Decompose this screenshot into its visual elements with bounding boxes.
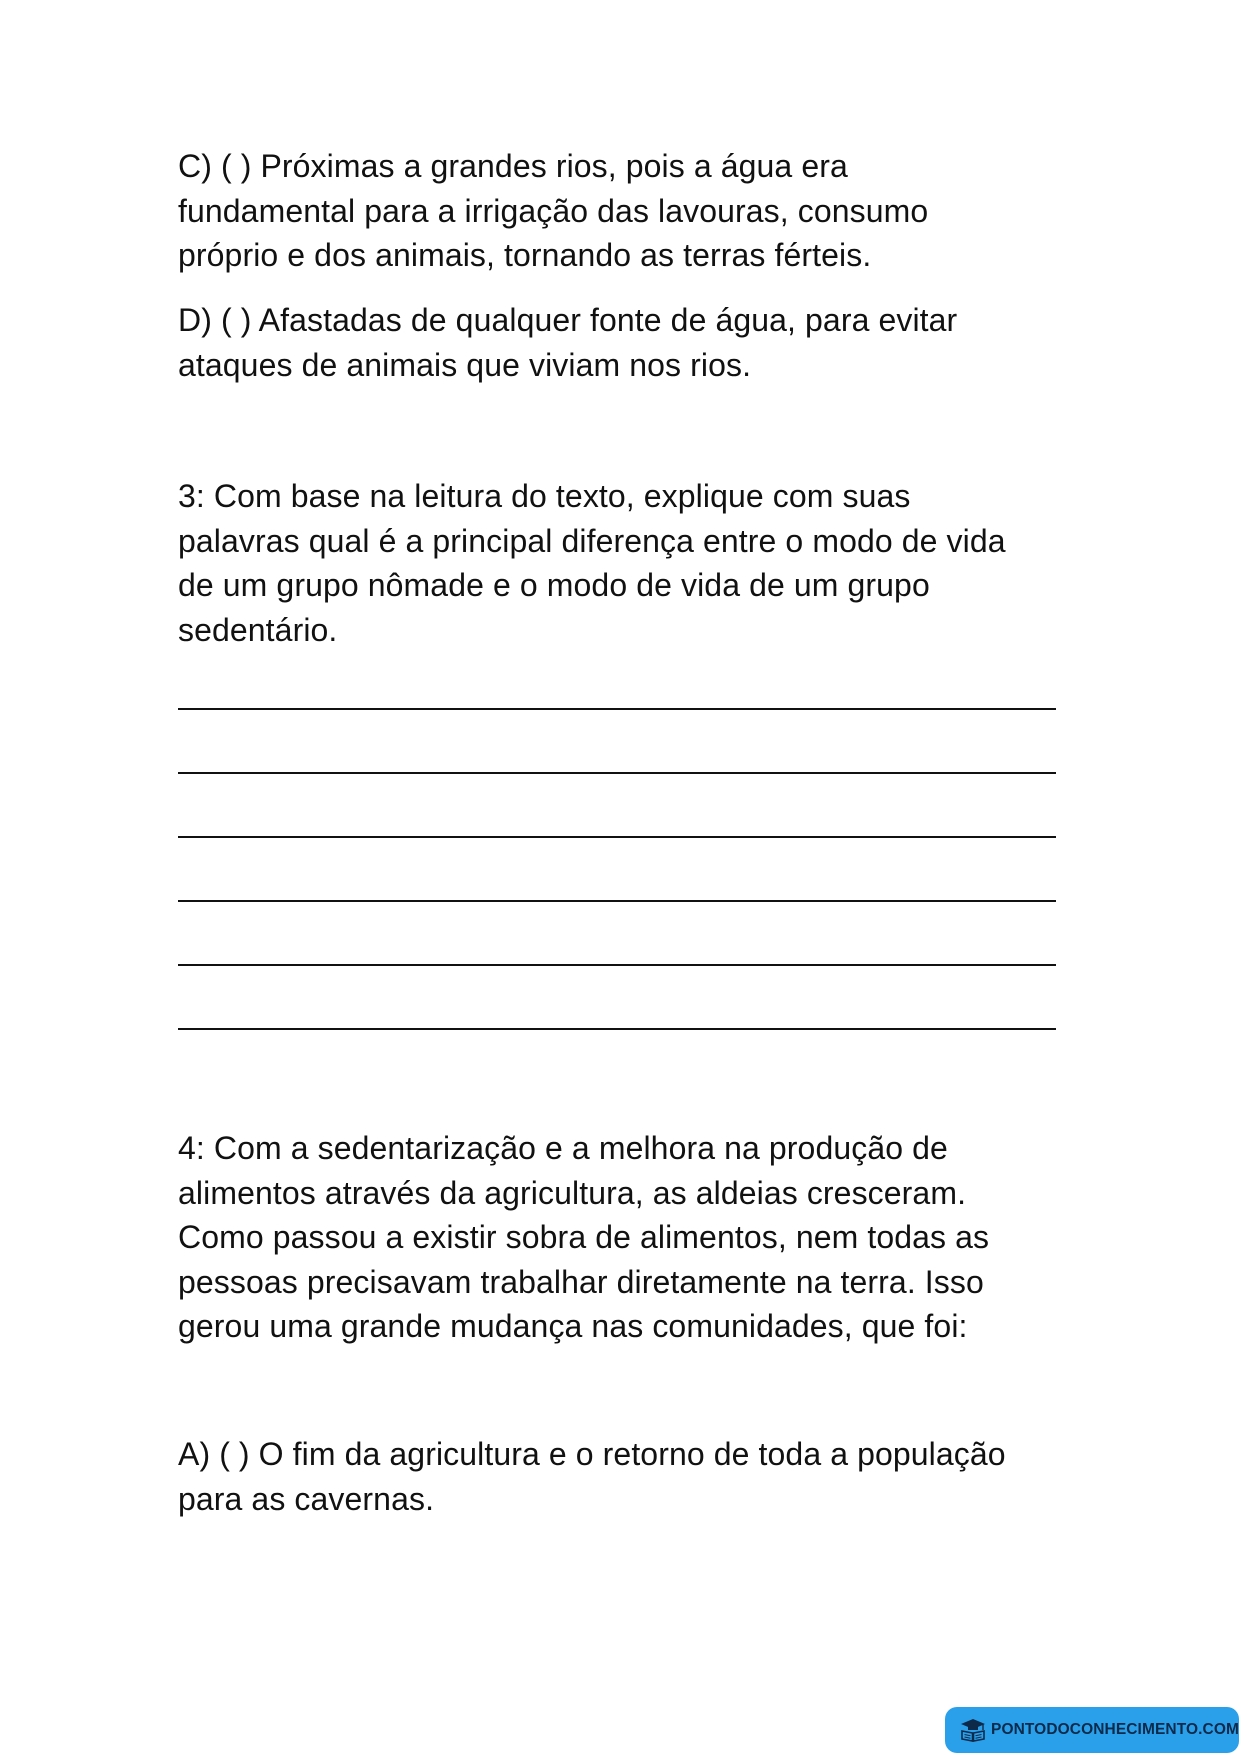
question-4-line: gerou uma grande mudança nas comunidades, que foi: bbox=[178, 1308, 968, 1344]
question-3 bbox=[178, 474, 1058, 652]
question-3-line: palavras qual é a principal diferença entre o modo de vida bbox=[178, 522, 1006, 559]
watermark-text: PONTODOCONHECIMENTO.COM bbox=[991, 1721, 1240, 1738]
question-3-line: 3: Com base na leitura do texto, explique com suas bbox=[178, 478, 911, 514]
option-d-line: D) ( ) Afastadas de qualquer fonte de água, para evitar bbox=[178, 302, 958, 338]
answer-line[interactable] bbox=[178, 772, 1056, 774]
option-a-line: para as cavernas. bbox=[178, 1480, 435, 1517]
answer-line[interactable] bbox=[178, 964, 1056, 966]
option-d bbox=[178, 298, 1058, 387]
option-a-line: A) ( ) O fim da agricultura e o retorno de toda a população bbox=[178, 1436, 1006, 1472]
question-4-line: pessoas precisavam trabalhar diretamente na terra. Isso bbox=[178, 1263, 984, 1300]
question-4-line: alimentos através da agricultura, as aldeias cresceram. bbox=[178, 1174, 967, 1211]
question-4-line: Como passou a existir sobra de alimentos, nem todas as bbox=[178, 1219, 990, 1255]
answer-line[interactable] bbox=[178, 836, 1056, 838]
option-c-line: próprio e dos animais, tornando as terras férteis. bbox=[178, 237, 872, 273]
question-3-line: de um grupo nômade e o modo de vida de um grupo bbox=[178, 567, 930, 603]
site-watermark-badge bbox=[945, 1707, 1239, 1753]
option-a bbox=[178, 1432, 1058, 1521]
question-3-line: sedentário. bbox=[178, 611, 338, 648]
question-4 bbox=[178, 1126, 1058, 1349]
option-c-line: fundamental para a irrigação das lavouras, consumo bbox=[178, 192, 929, 229]
graduation-book-icon bbox=[959, 1717, 987, 1743]
answer-line[interactable] bbox=[178, 708, 1056, 710]
answer-line[interactable] bbox=[178, 900, 1056, 902]
option-d-line: ataques de animais que viviam nos rios. bbox=[178, 346, 752, 383]
question-4-line: 4: Com a sedentarização e a melhora na produção de bbox=[178, 1130, 948, 1166]
option-c-line: C) ( ) Próximas a grandes rios, pois a água era bbox=[178, 148, 848, 184]
option-c bbox=[178, 144, 1058, 278]
answer-line[interactable] bbox=[178, 1028, 1056, 1030]
